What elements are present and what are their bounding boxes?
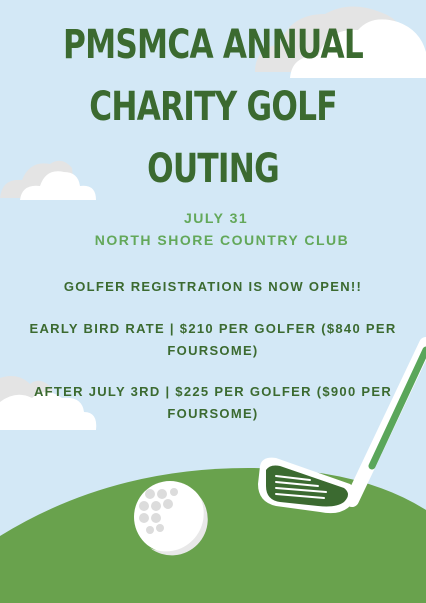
title-line: OUTING — [147, 146, 279, 192]
registration-headline: GOLFER REGISTRATION IS NOW OPEN!! — [63, 279, 363, 294]
event-date: JULY 31 — [184, 210, 249, 226]
after-date-rate: AFTER JULY 3RD | $225 PER GOLFER ($900 PER FOURSOME) — [33, 384, 393, 421]
event-venue: NORTH SHORE COUNTRY CLUB — [94, 232, 350, 248]
event-title — [47, 14, 379, 200]
title-line: PMSMCA ANNUAL — [63, 22, 363, 68]
title-line: CHARITY GOLF — [89, 84, 337, 130]
early-bird-rate: EARLY BIRD RATE | $210 PER GOLFER ($840 PER FOURSOME) — [29, 321, 397, 358]
golf-club-icon — [258, 344, 426, 513]
